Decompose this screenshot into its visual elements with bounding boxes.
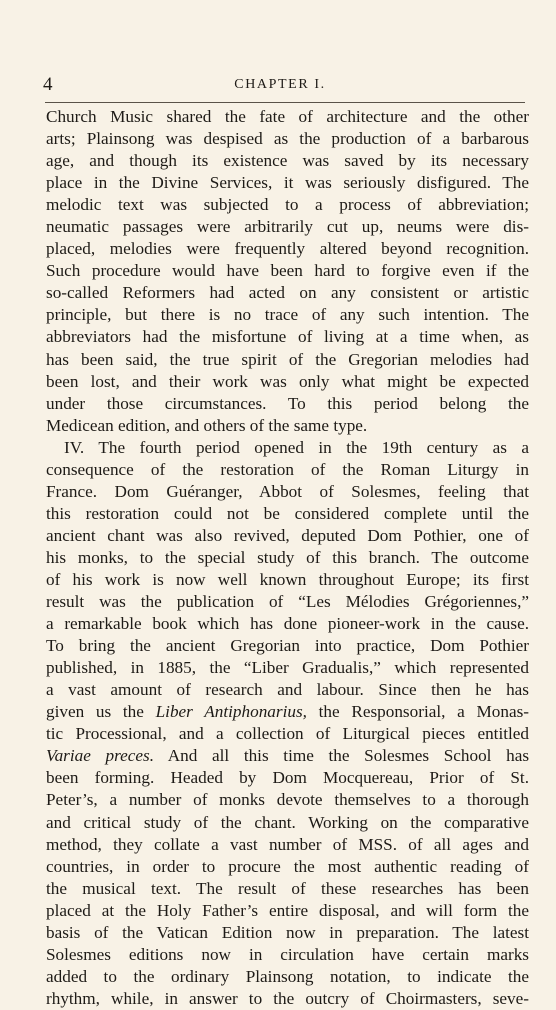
text-line: countries, in order to procure the most authentic reading of [46,856,529,876]
text-line: France. Dom Guéranger, Abbot of Solesmes, feeling that [46,481,529,501]
text-line: place in the Divine Services, it was seriously disfigured. The [46,173,529,193]
text-line: abbreviators had the misfortune of living at a time when, as [46,327,529,347]
text-line: been lost, and their work was only what might be expected [46,371,529,391]
text-line [46,701,529,723]
text-line: neumatic passages were arbitrarily cut up, neums were dis- [46,217,529,237]
text-line: Such procedure would have been hard to forgive even if the [46,261,529,281]
text-line: result was the publication of “Les Mélodies Grégoriennes,” [46,592,529,612]
text-line [46,745,529,767]
text-run: And all this time the Solesmes School has [154,746,529,766]
text-line: this restoration could not be considered complete until the [46,503,529,523]
text-line: ancient chant was also revived, deputed Dom Pothier, one of [46,525,529,545]
italic-title: Liber Antiphonarius, [155,702,307,722]
text-line: and critical study of the chant. Working on the comparative [46,812,529,832]
text-run: the Responsorial, a Monas- [306,702,529,722]
text-line: a remarkable book which has done pioneer-work in the cause. [46,614,529,634]
text-line: method, they collate a vast number of MSS. of all ages and [46,834,529,854]
text-run: given us the [46,702,156,722]
text-line: basis of the Vatican Edition now in preparation. The latest [46,922,529,942]
italic-title: Variae preces. [46,746,155,766]
text-line: added to the ordinary Plainsong notation, to indicate the [46,966,529,986]
text-line: placed at the Holy Father’s entire disposal, and will form the [46,900,529,920]
header-rule [45,102,525,103]
body-text [46,106,529,1010]
text-line: under those circumstances. To this period belong the [46,393,529,413]
text-line: Church Music shared the fate of architecture and the other [46,107,529,126]
text-line: has been said, the true spirit of the Gregorian melodies had [46,349,529,369]
text-line: so-called Reformers had acted on any consistent or artistic [46,283,529,303]
text-line: Solesmes editions now in circulation have certain marks [46,944,529,964]
text-line: IV. The fourth period opened in the 19th century as a [64,437,529,457]
text-line: tic Processional, and a collection of Liturgical pieces entitled [46,724,529,744]
text-line: principle, but there is no trace of any such intention. The [46,305,529,325]
text-line: rhythm, while, in answer to the outcry of Choirmasters, seve- [46,988,529,1008]
text-line: been forming. Headed by Dom Mocquereau, Prior of St. [46,768,529,788]
text-line: a vast amount of research and labour. Since then he has [46,680,529,700]
text-line: To bring the ancient Gregorian into practice, Dom Pothier [46,636,529,656]
text-line: melodic text was subjected to a process of abbreviation; [46,195,529,215]
text-line: of his work is now well known throughout Europe; its first [46,569,529,589]
text-line: Peter’s, a number of monks devote themselves to a thorough [46,790,529,810]
page-header [40,74,520,96]
text-line: consequence of the restoration of the Roman Liturgy in [46,459,529,479]
text-line: the musical text. The result of these researches has been [46,878,529,898]
text-line: Medicean edition, and others of the same type. [46,415,368,435]
text-line: published, in 1885, the “Liber Gradualis,” which represented [46,658,529,678]
page-number: 4 [43,74,53,95]
running-head: CHAPTER I. [234,77,326,92]
text-line: placed, melodies were frequently altered beyond recognition. [46,239,529,259]
text-line: arts; Plainsong was despised as the production of a barbarous [46,129,529,149]
text-line: his monks, to the special study of this branch. The outcome [46,547,529,567]
text-line: age, and though its existence was saved by its necessary [46,151,529,171]
